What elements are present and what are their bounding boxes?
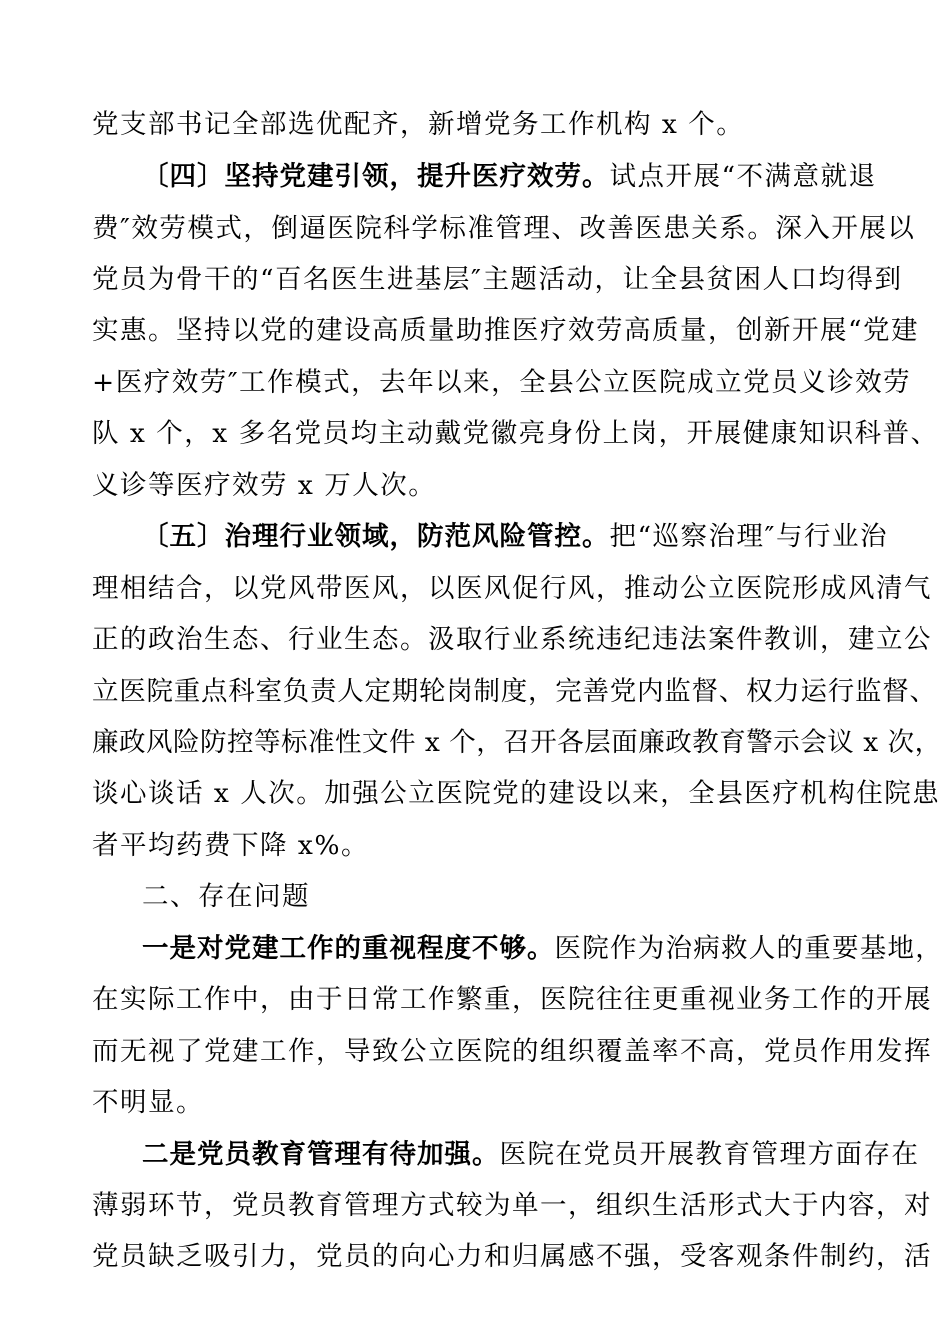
line-text: 正的政治生态、行业生态。汲取行业系统违纪违法案件教训，建立公: [92, 624, 932, 655]
text-line: [92, 212, 915, 246]
line-text: 党员缺乏吸引力，党员的向心力和归属感不强，受客观条件制约，活: [92, 1241, 932, 1272]
section-heading-four: [142, 160, 877, 194]
problem-two-heading: [142, 1138, 920, 1172]
text-line: [92, 469, 436, 503]
line-text: 实惠。坚持以党的建设高质量助推医疗效劳高质量，创新开展“党建: [92, 315, 920, 346]
text-line: [92, 675, 937, 709]
line-text: +医疗效劳″工作模式，去年以来，全县公立医院成立党员义诊效劳: [92, 367, 912, 398]
problem-one-heading: [142, 932, 943, 966]
heading-bold-text: 一是对党建工作的重视程度不够。: [142, 933, 555, 964]
line-text: 立医院重点科室负责人定期轮岗制度，完善党内监督、权力运行监督、: [92, 676, 937, 707]
text-line: [92, 1035, 932, 1069]
line-text: 在实际工作中，由于日常工作繁重，医院往往更重视业务工作的开展: [92, 984, 932, 1015]
text-line: [92, 263, 902, 297]
text-line: [92, 1189, 932, 1223]
text-line: [92, 983, 932, 1017]
section-title-problems: [142, 880, 310, 914]
line-text: 者平均药费下降 x%。: [92, 830, 370, 861]
heading-bold-text: 〔四〕坚持党建引领，提升医疗效劳。: [142, 161, 610, 192]
line-text: 而无视了党建工作，导致公立医院的组织覆盖率不高，党员作用发挥: [92, 1036, 932, 1067]
line-text: 二、存在问题: [142, 881, 310, 912]
line-text: 理相结合，以党风带医风，以医风促行风，推动公立医院形成风清气: [92, 573, 932, 604]
line-text: 费″效劳模式，倒逼医院科学标准管理、改善医患关系。深入开展以: [92, 213, 916, 244]
text-line: [92, 108, 744, 142]
text-line: [92, 314, 919, 348]
text-line: [92, 726, 942, 760]
line-text: 把“巡察治理″与行业治: [609, 521, 888, 552]
line-text: 谈心谈话 x 人次。加强公立医院党的建设以来，全县医疗机构住院患: [92, 778, 941, 809]
text-line: [92, 623, 932, 657]
heading-bold-text: 〔五〕治理行业领域，防范风险管控。: [142, 521, 610, 552]
section-heading-five: [142, 520, 888, 554]
line-text: 党支部书记全部选优配齐，新增党务工作机构 x 个。: [92, 109, 745, 140]
text-line: [92, 777, 940, 811]
heading-bold-text: 二是党员教育管理有待加强。: [142, 1139, 500, 1170]
line-text: 薄弱环节，党员教育管理方式较为单一，组织生活形式大于内容，对: [92, 1190, 932, 1221]
text-line: [92, 417, 939, 451]
line-text: 义诊等医疗效劳 x 万人次。: [92, 470, 437, 501]
text-line: [92, 829, 369, 863]
line-text: 医院在党员开展教育管理方面存在: [499, 1139, 920, 1170]
text-line: [92, 1240, 932, 1274]
line-text: 党员为骨干的“百名医生进基层″主题活动，让全县贫困人口均得到: [92, 264, 903, 295]
line-text: 医院作为治病救人的重要基地，: [554, 933, 943, 964]
text-line: [92, 1086, 204, 1120]
line-text: 队 x 个，x 多名党员均主动戴党徽亮身份上岗，开展健康知识科普、: [92, 418, 939, 449]
line-text: 试点开展“不满意就退: [609, 161, 877, 192]
text-line: [92, 572, 932, 606]
text-line: [92, 366, 911, 400]
line-text: 不明显。: [92, 1087, 204, 1118]
line-text: 廉政风险防控等标准性文件 x 个，召开各层面廉政教育警示会议 x 次，: [92, 727, 942, 758]
